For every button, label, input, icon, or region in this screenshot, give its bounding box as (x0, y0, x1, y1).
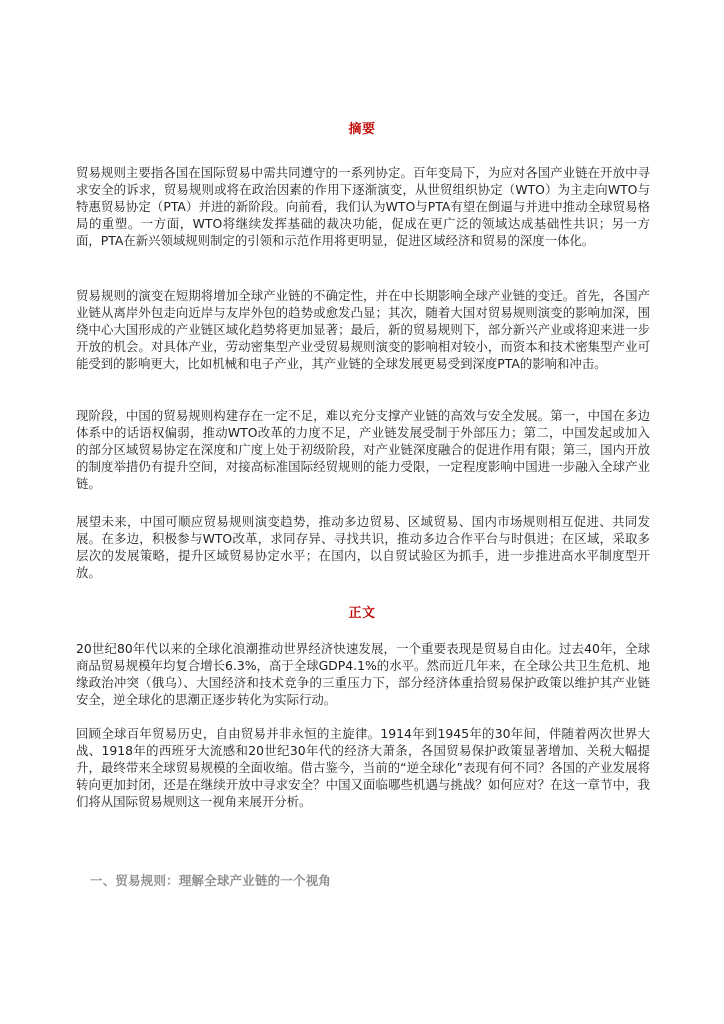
section-one-heading: 一、贸易规则：理解全球产业链的一个视角 (90, 873, 332, 888)
abstract-paragraph-3: 现阶段，中国的贸易规则构建存在一定不足，难以充分支撑产业链的高效与安全发展。第一，中国在多边体系中的话语权偏弱，推动WTO改革的力度不足，产业链发展受制于外部压力；第二，中国发起或加入的部分区域贸易协定在深度和广度上处于初级阶段，对产业链深度融合的促进作用有限；第三，国内开放的制度举措仍有提升空间，对接高标准国际经贸规则的能力受限，一定程度影响中国进一步融入全球产业链。 (76, 408, 650, 491)
abstract-paragraph-4: 展望未来，中国可顺应贸易规则演变趋势，推动多边贸易、区域贸易、国内市场规则相互促进、共同发展。在多边，积极参与WTO改革，求同存异、寻找共识，推动多边合作平台与时俱进；在区域，采取多层次的发展策略，提升区域贸易协定水平；在国内，以自贸试验区为抓手，进一步推进高水平制度型开放。 (76, 514, 650, 580)
body-heading: 正文 (348, 606, 376, 621)
body-paragraph-1: 20世纪80年代以来的全球化浪潮推动世界经济快速发展，一个重要表现是贸易自由化。过去40年，全球商品贸易规模年均复合增长6.3%，高于全球GDP4.1%的水平。然而近几年来，在全球公共卫生危机、地缘政治冲突（俄乌）、大国经济和技术竞争的三重压力下，部分经济体重拾贸易保护政策以维护其产业链安全，逆全球化的思潮正逐步转化为实际行动。 (76, 641, 650, 707)
abstract-paragraph-1: 贸易规则主要指各国在国际贸易中需共同遵守的一系列协定。百年变局下，为应对各国产业链在开放中寻求安全的诉求，贸易规则或将在政治因素的作用下逐渐演变，从世贸组织协定（WTO）为主走向WTO与特惠贸易协定（PTA）并进的新阶段。向前看，我们认为WTO与PTA有望在倒逼与并进中推动全球贸易格局的重塑。一方面，WTO将继续发挥基础的裁决功能，促成在更广泛的领域达成基础性共识；另一方面，PTA在新兴领域规则制定的引领和示范作用将更明显，促进区域经济和贸易的深度一体化。 (76, 165, 650, 248)
abstract-paragraph-2: 贸易规则的演变在短期将增加全球产业链的不确定性，并在中长期影响全球产业链的变迁。首先，各国产业链从离岸外包走向近岸与友岸外包的趋势或愈发凸显；其次，随着大国对贸易规则演变的影响加深，围绕中心大国形成的产业链区域化趋势将更加显著；最后，新的贸易规则下，部分新兴产业或将迎来进一步开放的机会。对具体产业，劳动密集型产业受贸易规则演变的影响相对较小，而资本和技术密集型产业可能受到的影响更大，比如机械和电子产业，其产业链的全球发展更易受到深度PTA的影响和冲击。 (76, 288, 650, 371)
abstract-heading: 摘要 (348, 122, 376, 137)
body-paragraph-2: 回顾全球百年贸易历史，自由贸易并非永恒的主旋律。1914年到1945年的30年间，伴随着两次世界大战、1918年的西班牙大流感和20世纪30年代的经济大萧条，各国贸易保护政策显著增加、关税大幅提升，最终带来全球贸易规模的全面收缩。借古鉴今，当前的“逆全球化”表现有何不同？各国的产业发展将转向更加封闭，还是在继续开放中寻求安全？中国又面临哪些机遇与挑战？如何应对？在这一章节中，我们将从国际贸易规则这一视角来展开分析。 (76, 726, 650, 809)
